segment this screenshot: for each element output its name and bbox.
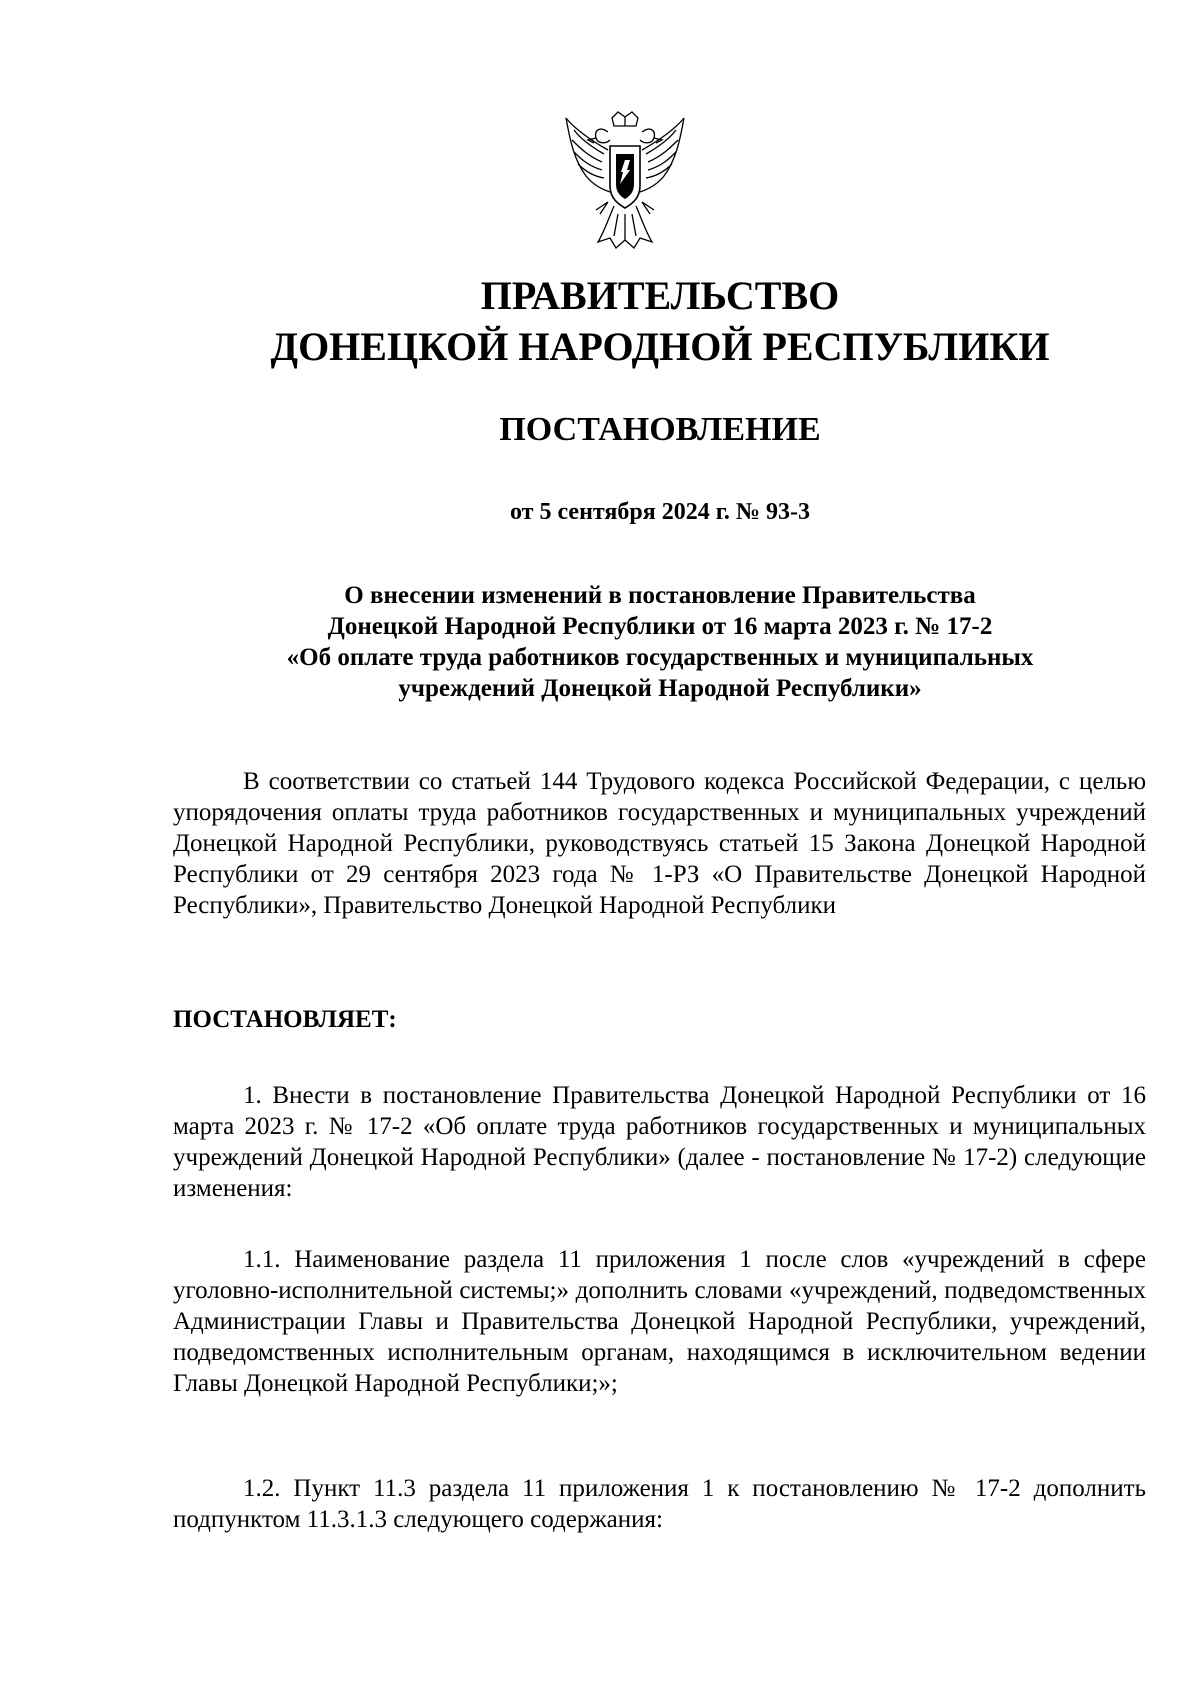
- item-1-2-paragraph: 1.2. Пункт 11.3 раздела 11 приложения 1 к постановлению № 17-2 дополнить подпунктом 11.3.1.3 следующего содержания:: [173, 1475, 1146, 1533]
- document-subject: [160, 580, 1160, 704]
- item-1-paragraph: 1. Внести в постановление Правительства Донецкой Народной Республики от 16 марта 2023 г. № 17-2 «Об оплате труда работников государственных и муниципальных учреждений Донецкой Народной Республики» (далее - постановление № 17-2) следующие изменения:: [173, 1082, 1146, 1202]
- subject-line-1: О внесении изменений в постановление Правительства: [344, 582, 976, 609]
- subject-line-3: «Об оплате труда работников государственных и муниципальных: [286, 644, 1034, 671]
- organization-title: [160, 270, 1160, 372]
- organization-line-2: ДОНЕЦКОЙ НАРОДНОЙ РЕСПУБЛИКИ: [270, 324, 1050, 369]
- document-date-number: от 5 сентября 2024 г. № 93-3: [510, 499, 810, 525]
- document-type: ПОСТАНОВЛЕНИЕ: [499, 411, 821, 448]
- subject-line-4: учреждений Донецкой Народной Республики»: [398, 675, 922, 702]
- preamble-paragraph: В соответствии со статьей 144 Трудового кодекса Российской Федерации, с целью упорядочения оплаты труда работников государственных и муниципальных учреждений Донецкой Народной Республики, руководствуясь статьей 15 Закона Донецкой Народной Республики от 29 сентября 2023 года № 1-РЗ «О Правительстве Донецкой Народной Республики», Правительство Донецкой Народной Республики: [173, 768, 1146, 919]
- coat-of-arms-icon: [560, 110, 690, 255]
- organization-line-1: ПРАВИТЕЛЬСТВО: [480, 273, 840, 318]
- subject-line-2: Донецкой Народной Республики от 16 марта 2023 г. № 17-2: [327, 613, 993, 640]
- decree-heading: ПОСТАНОВЛЯЕТ:: [173, 1006, 397, 1033]
- item-1-1-paragraph: 1.1. Наименование раздела 11 приложения 1 после слов «учреждений в сфере уголовно-исполнительной системы;» дополнить словами «учреждений, подведомственных Администрации Главы и Правительства Донецкой Народной Республики, учреждений, подведомственных исполнительным органам, находящимся в исключительном ведении Главы Донецкой Народной Республики;»;: [173, 1246, 1146, 1397]
